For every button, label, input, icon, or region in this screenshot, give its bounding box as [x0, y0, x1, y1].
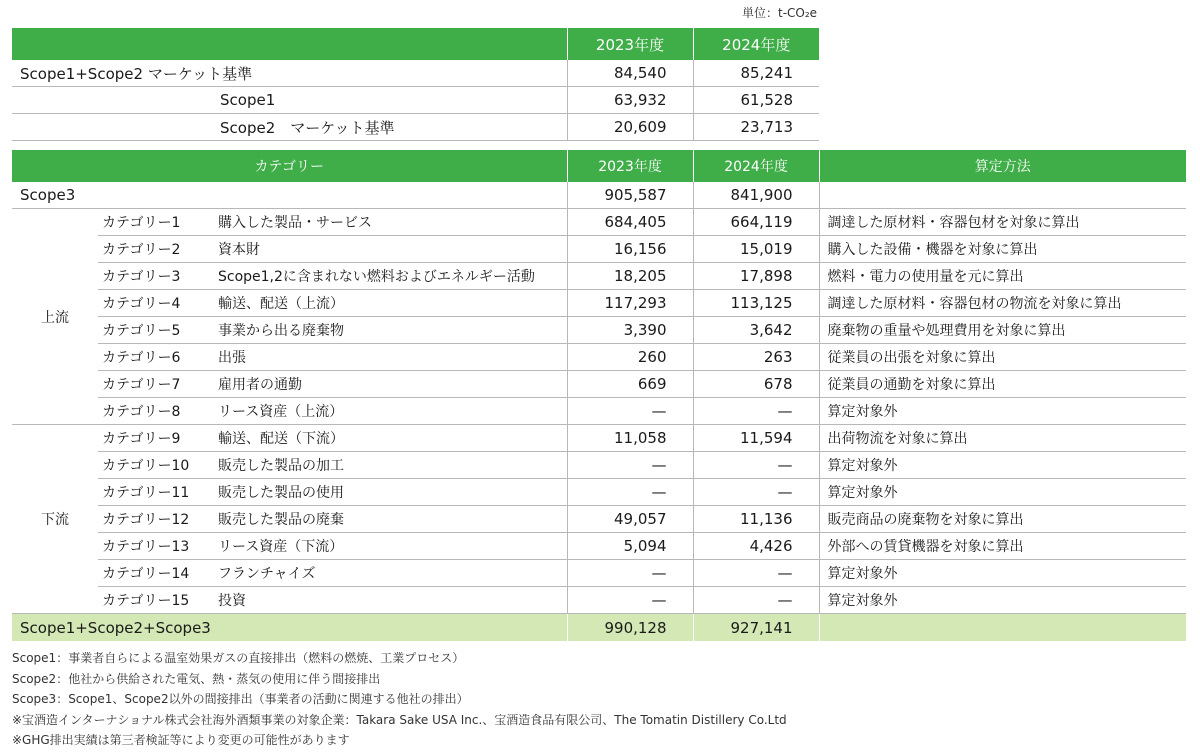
footnotes — [12, 648, 787, 751]
value-2023: — — [567, 560, 693, 587]
total-method — [819, 614, 1186, 642]
value-2024: 664,119 — [693, 209, 819, 236]
category-row — [12, 452, 1186, 479]
value-2023: 18,205 — [567, 263, 693, 290]
row-label: Scope2 マーケット基準 — [12, 114, 567, 141]
category-number: カテゴリー15 — [98, 587, 214, 614]
category-row — [12, 236, 1186, 263]
method: 従業員の通勤を対象に算出 — [819, 371, 1186, 398]
category-number: カテゴリー2 — [98, 236, 214, 263]
scope12-header-row — [12, 28, 819, 60]
value-2024: — — [693, 560, 819, 587]
category-name: フランチャイズ — [214, 560, 567, 587]
upstream-group-label: 上流 — [12, 209, 98, 425]
method: 外部への賃貸機器を対象に算出 — [819, 533, 1186, 560]
total-row — [12, 614, 1186, 642]
value-2024: 3,642 — [693, 317, 819, 344]
scope3-row — [12, 182, 1186, 209]
category-number: カテゴリー6 — [98, 344, 214, 371]
category-number: カテゴリー9 — [98, 425, 214, 452]
value-2023: — — [567, 479, 693, 506]
category-name: 販売した製品の廃棄 — [214, 506, 567, 533]
value-2023: — — [567, 452, 693, 479]
category-row — [12, 479, 1186, 506]
value-2023: 669 — [567, 371, 693, 398]
category-name: 出張 — [214, 344, 567, 371]
footnote: ※GHG排出実績は第三者検証等により変更の可能性があります — [12, 733, 350, 747]
method: 算定対象外 — [819, 452, 1186, 479]
method: 販売商品の廃棄物を対象に算出 — [819, 506, 1186, 533]
value-2023: 3,390 — [567, 317, 693, 344]
value-2024: 17,898 — [693, 263, 819, 290]
scope3-header-row — [12, 150, 1186, 182]
unit-label: 単位：t-CO₂e — [742, 6, 818, 20]
header-blank — [12, 28, 567, 60]
footnote: Scope1：事業者自らによる温室効果ガスの直接排出（燃料の燃焼、工業プロセス） — [12, 651, 465, 665]
category-name: 輸送、配送（上流） — [214, 290, 567, 317]
scope3-table — [12, 150, 1186, 641]
category-row — [12, 371, 1186, 398]
value-2024: — — [693, 398, 819, 425]
category-name: 販売した製品の使用 — [214, 479, 567, 506]
header-2024: 2024年度 — [693, 28, 819, 60]
value-2023: 84,540 — [567, 60, 693, 87]
value-2024: 113,125 — [693, 290, 819, 317]
category-name: 輸送、配送（下流） — [214, 425, 567, 452]
category-name: 資本財 — [214, 236, 567, 263]
value-2023: — — [567, 398, 693, 425]
scope3-label: Scope3 — [12, 182, 567, 209]
category-row — [12, 317, 1186, 344]
category-name: Scope1,2に含まれない燃料およびエネルギー活動 — [214, 263, 567, 290]
category-row — [12, 560, 1186, 587]
category-number: カテゴリー13 — [98, 533, 214, 560]
category-number: カテゴリー7 — [98, 371, 214, 398]
row-label: Scope1+Scope2 マーケット基準 — [12, 60, 567, 87]
value-2023: 260 — [567, 344, 693, 371]
total-2023: 990,128 — [567, 614, 693, 642]
category-name: リース資産（上流） — [214, 398, 567, 425]
header-category: カテゴリー — [12, 150, 567, 182]
value-2024: 841,900 — [693, 182, 819, 209]
value-2023: 684,405 — [567, 209, 693, 236]
category-number: カテゴリー11 — [98, 479, 214, 506]
category-number: カテゴリー10 — [98, 452, 214, 479]
value-2023: 117,293 — [567, 290, 693, 317]
category-row — [12, 209, 1186, 236]
value-2024: 11,594 — [693, 425, 819, 452]
total-2024: 927,141 — [693, 614, 819, 642]
method: 調達した原材料・容器包材を対象に算出 — [819, 209, 1186, 236]
value-2024: 15,019 — [693, 236, 819, 263]
scope12-table — [12, 28, 819, 141]
category-number: カテゴリー8 — [98, 398, 214, 425]
footnote: ※宝酒造インターナショナル株式会社海外酒類事業の対象企業：Takara Sake USA Inc.、宝酒造食品有限公司、The Tomatin Distillery Co.Ltd — [12, 712, 787, 727]
category-row — [12, 263, 1186, 290]
category-name: 事業から出る廃棄物 — [214, 317, 567, 344]
table-row — [12, 114, 819, 141]
value-2023: 5,094 — [567, 533, 693, 560]
category-row — [12, 587, 1186, 614]
value-2024: 85,241 — [693, 60, 819, 87]
header-2023: 2023年度 — [567, 28, 693, 60]
method: 燃料・電力の使用量を元に算出 — [819, 263, 1186, 290]
category-row — [12, 344, 1186, 371]
method: 算定対象外 — [819, 398, 1186, 425]
downstream-group-label: 下流 — [12, 425, 98, 614]
value-2023: — — [567, 587, 693, 614]
category-row — [12, 533, 1186, 560]
header-2024: 2024年度 — [693, 150, 819, 182]
method: 算定対象外 — [819, 479, 1186, 506]
category-row — [12, 506, 1186, 533]
value-2023: 16,156 — [567, 236, 693, 263]
value-2023: 20,609 — [567, 114, 693, 141]
value-2024: — — [693, 587, 819, 614]
category-row — [12, 398, 1186, 425]
total-label: Scope1+Scope2+Scope3 — [12, 614, 567, 642]
method: 従業員の出張を対象に算出 — [819, 344, 1186, 371]
category-name: 雇用者の通勤 — [214, 371, 567, 398]
value-2024: 11,136 — [693, 506, 819, 533]
method: 算定対象外 — [819, 587, 1186, 614]
value-2024: — — [693, 452, 819, 479]
value-2024: — — [693, 479, 819, 506]
footnote: Scope2：他社から供給された電気、熱・蒸気の使用に伴う間接排出 — [12, 671, 381, 686]
header-method: 算定方法 — [819, 150, 1186, 182]
category-row — [12, 290, 1186, 317]
category-name: 投資 — [214, 587, 567, 614]
value-2023: 905,587 — [567, 182, 693, 209]
value-2024: 263 — [693, 344, 819, 371]
table-row — [12, 87, 819, 114]
method — [819, 182, 1186, 209]
row-label: Scope1 — [12, 87, 567, 114]
footnote: Scope3：Scope1、Scope2以外の間接排出（事業者の活動に関連する他社の排出） — [12, 692, 469, 706]
category-number: カテゴリー12 — [98, 506, 214, 533]
category-name: リース資産（下流） — [214, 533, 567, 560]
value-2024: 23,713 — [693, 114, 819, 141]
category-number: カテゴリー1 — [98, 209, 214, 236]
method: 調達した原材料・容器包材の物流を対象に算出 — [819, 290, 1186, 317]
method: 算定対象外 — [819, 560, 1186, 587]
method: 購入した設備・機器を対象に算出 — [819, 236, 1186, 263]
category-number: カテゴリー3 — [98, 263, 214, 290]
category-row — [12, 425, 1186, 452]
value-2023: 63,932 — [567, 87, 693, 114]
value-2023: 11,058 — [567, 425, 693, 452]
category-number: カテゴリー5 — [98, 317, 214, 344]
value-2023: 49,057 — [567, 506, 693, 533]
category-name: 販売した製品の加工 — [214, 452, 567, 479]
value-2024: 61,528 — [693, 87, 819, 114]
category-number: カテゴリー4 — [98, 290, 214, 317]
header-2023: 2023年度 — [567, 150, 693, 182]
value-2024: 4,426 — [693, 533, 819, 560]
category-name: 購入した製品・サービス — [214, 209, 567, 236]
category-number: カテゴリー14 — [98, 560, 214, 587]
value-2024: 678 — [693, 371, 819, 398]
table-row — [12, 60, 819, 87]
method: 出荷物流を対象に算出 — [819, 425, 1186, 452]
method: 廃棄物の重量や処理費用を対象に算出 — [819, 317, 1186, 344]
